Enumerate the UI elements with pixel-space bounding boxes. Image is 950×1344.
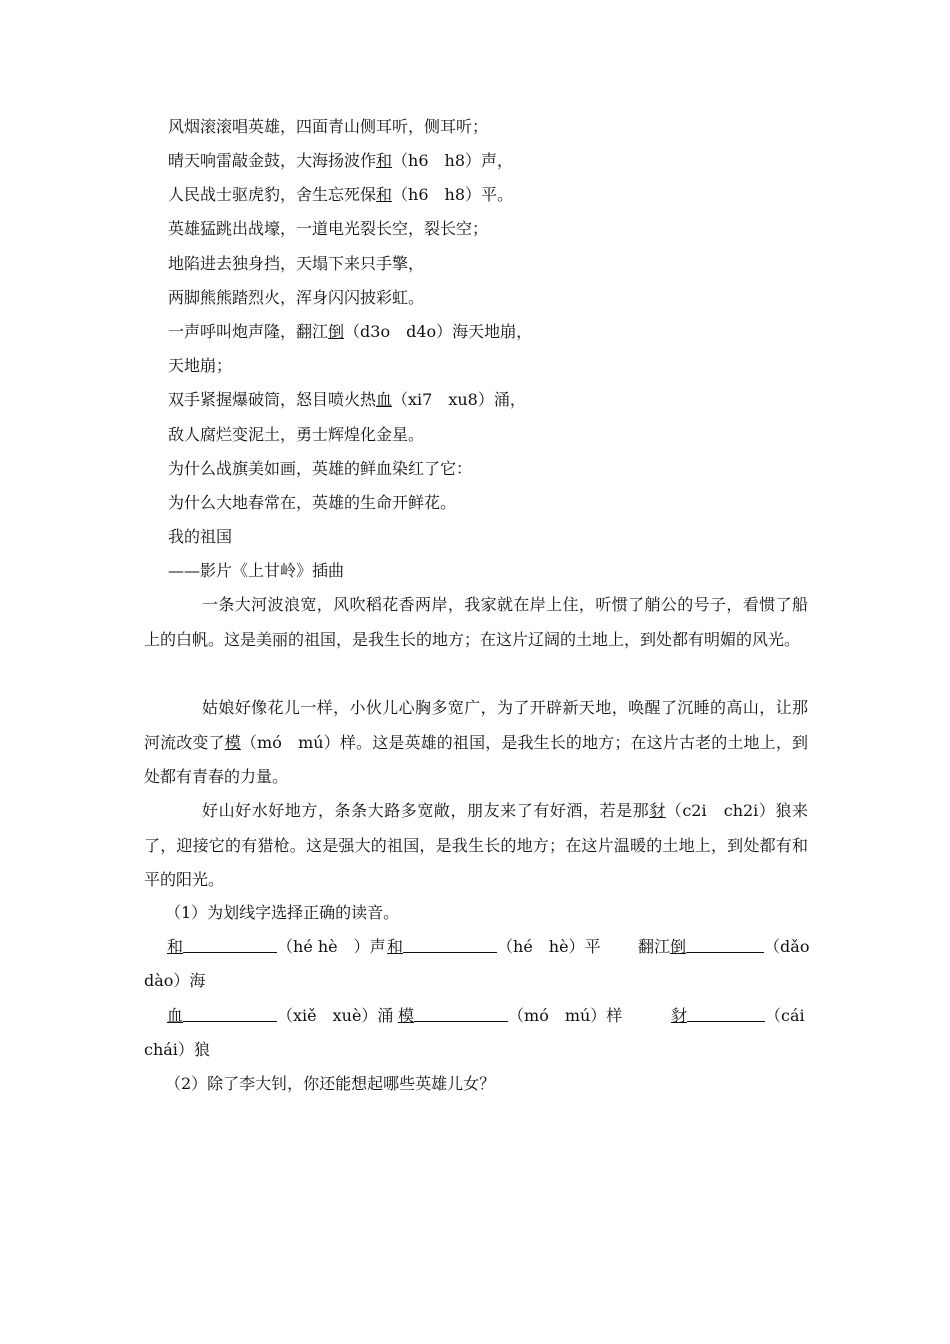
question-1-text: （1）为划线字选择正确的读音。 xyxy=(165,903,400,922)
underlined-char: 倒 xyxy=(328,322,345,341)
question-2-text: （2）除了李大钊，你还能想起哪些英雄儿女？ xyxy=(165,1074,496,1093)
question-1 xyxy=(165,903,399,923)
pinyin-choice-he-ping xyxy=(387,937,601,957)
song-paragraph-1-text: 一条大河波浪宽，风吹稻花香两岸，我家就在岸上住，听惯了艄公的号子，看惯了船上的白帆。这是美丽的祖国，是我生长的地方；在这片辽阔的土地上，到处都有明媚的风光。 xyxy=(144,595,808,649)
poem-line-5-text: 地陷进去独身挡，天塌下来只手擎， xyxy=(168,254,425,273)
poem-line-8 xyxy=(168,356,232,376)
pinyin-choice-he-sheng xyxy=(167,937,386,957)
poem-line-4 xyxy=(168,219,488,239)
song-title xyxy=(168,527,232,547)
choice-options: （hé hè ）声 xyxy=(277,937,386,956)
choice-wrap-line-2 xyxy=(144,1040,210,1060)
pinyin-choice-mo xyxy=(398,1006,622,1026)
choice-prefix: 翻江 xyxy=(638,937,671,956)
song-paragraph-3-text-a: 好山好水好地方，条条大路多宽敞，朋友来了有好酒，若是那 xyxy=(202,801,650,820)
underlined-char: 模 xyxy=(224,732,241,752)
song-paragraph-3 xyxy=(144,794,808,898)
poem-line-5 xyxy=(168,254,424,274)
song-title-text: 我的祖国 xyxy=(168,527,233,546)
choice-wrap-line-1 xyxy=(144,971,205,991)
answer-blank[interactable] xyxy=(414,1007,508,1022)
song-paragraph-1 xyxy=(144,588,808,657)
poem-line-12 xyxy=(168,493,456,513)
poem-line-1 xyxy=(168,117,488,137)
poem-line-2-text-a: 晴天响雷敲金鼓，大海扬波作 xyxy=(168,151,377,170)
choice-char: 和 xyxy=(167,937,184,956)
question-2 xyxy=(165,1074,495,1094)
poem-line-6 xyxy=(168,288,424,308)
poem-line-9-text-a: 双手紧握爆破筒，怒目喷火热 xyxy=(168,390,377,409)
poem-line-10 xyxy=(168,425,424,445)
choice-wrap-text: chái）狼 xyxy=(144,1040,210,1059)
poem-line-7-text-b: （d3o d4o）海天地崩， xyxy=(344,322,533,341)
underlined-char: 和 xyxy=(376,185,393,204)
song-paragraph-3-text-b: （c2i ch2i）狼来了，迎接它的有猎枪。这是强大的祖国，是我生长的地方；在这片温暖的土地上，到处都有和平的阳光。 xyxy=(144,801,808,889)
pinyin-choice-chai xyxy=(671,1006,805,1026)
choice-char: 豺 xyxy=(671,1006,688,1025)
poem-line-3-text-b: （h6 h8）平。 xyxy=(392,185,514,204)
poem-line-10-text: 敌人腐烂变泥土，勇士辉煌化金星。 xyxy=(168,425,425,444)
poem-line-2 xyxy=(168,151,513,171)
choice-char: 模 xyxy=(398,1006,415,1025)
song-subtitle xyxy=(168,561,344,581)
poem-line-12-text: 为什么大地春常在，英雄的生命开鲜花。 xyxy=(168,493,457,512)
poem-line-2-text-b: （h6 h8）声， xyxy=(392,151,514,170)
poem-line-3-text-a: 人民战士驱虎豹，舍生忘死保 xyxy=(168,185,377,204)
underlined-char: 血 xyxy=(376,390,393,409)
answer-blank[interactable] xyxy=(183,1007,277,1022)
song-subtitle-text: ——影片《上甘岭》插曲 xyxy=(168,561,345,580)
poem-line-9 xyxy=(168,390,526,410)
choice-char: 血 xyxy=(167,1006,184,1025)
choice-char: 和 xyxy=(387,937,404,956)
poem-line-4-text: 英雄猛跳出战壕，一道电光裂长空，裂长空； xyxy=(168,219,489,238)
answer-blank[interactable] xyxy=(403,938,497,953)
underlined-char: 豺 xyxy=(649,801,666,820)
choice-options: （xiě xuè）涌 xyxy=(277,1006,394,1025)
pinyin-choice-dao xyxy=(638,937,809,957)
choice-options: （dǎo xyxy=(764,937,810,956)
underlined-char: 和 xyxy=(376,151,393,170)
poem-line-6-text: 两脚熊熊踏烈火，浑身闪闪披彩虹。 xyxy=(168,288,425,307)
choice-options: （hé hè）平 xyxy=(497,937,601,956)
choice-options: （cái xyxy=(765,1006,805,1025)
poem-line-7 xyxy=(168,322,532,342)
choice-options: （mó mú）样 xyxy=(508,1006,623,1025)
choice-char: 倒 xyxy=(670,937,687,956)
poem-line-8-text: 天地崩； xyxy=(168,356,233,375)
answer-blank[interactable] xyxy=(686,938,764,953)
song-paragraph-2-text-a: 姑娘好像花儿一样，小伙儿心胸多宽广，为了开辟新天地，唤醒了沉睡的高山，让那河流改变了 xyxy=(144,698,808,752)
poem-line-1-text: 风烟滚滚唱英雄，四面青山侧耳听，侧耳听； xyxy=(168,117,489,136)
pinyin-choice-xue xyxy=(167,1006,393,1026)
poem-line-3 xyxy=(168,185,513,205)
poem-line-9-text-b: （xi7 xu8）涌， xyxy=(392,390,526,409)
song-paragraph-2-text-b: （mó mú）样。这是英雄的祖国，是我生长的地方；在这片古老的土地上，到处都有青春的力量。 xyxy=(144,732,808,786)
song-paragraph-2 xyxy=(144,691,808,795)
choice-wrap-text: dào）海 xyxy=(144,971,206,990)
poem-line-11 xyxy=(168,459,472,479)
poem-line-11-text: 为什么战旗美如画，英雄的鲜血染红了它： xyxy=(168,459,473,478)
answer-blank[interactable] xyxy=(687,1007,765,1022)
poem-line-7-text-a: 一声呼叫炮声隆，翻江 xyxy=(168,322,329,341)
answer-blank[interactable] xyxy=(183,938,277,953)
